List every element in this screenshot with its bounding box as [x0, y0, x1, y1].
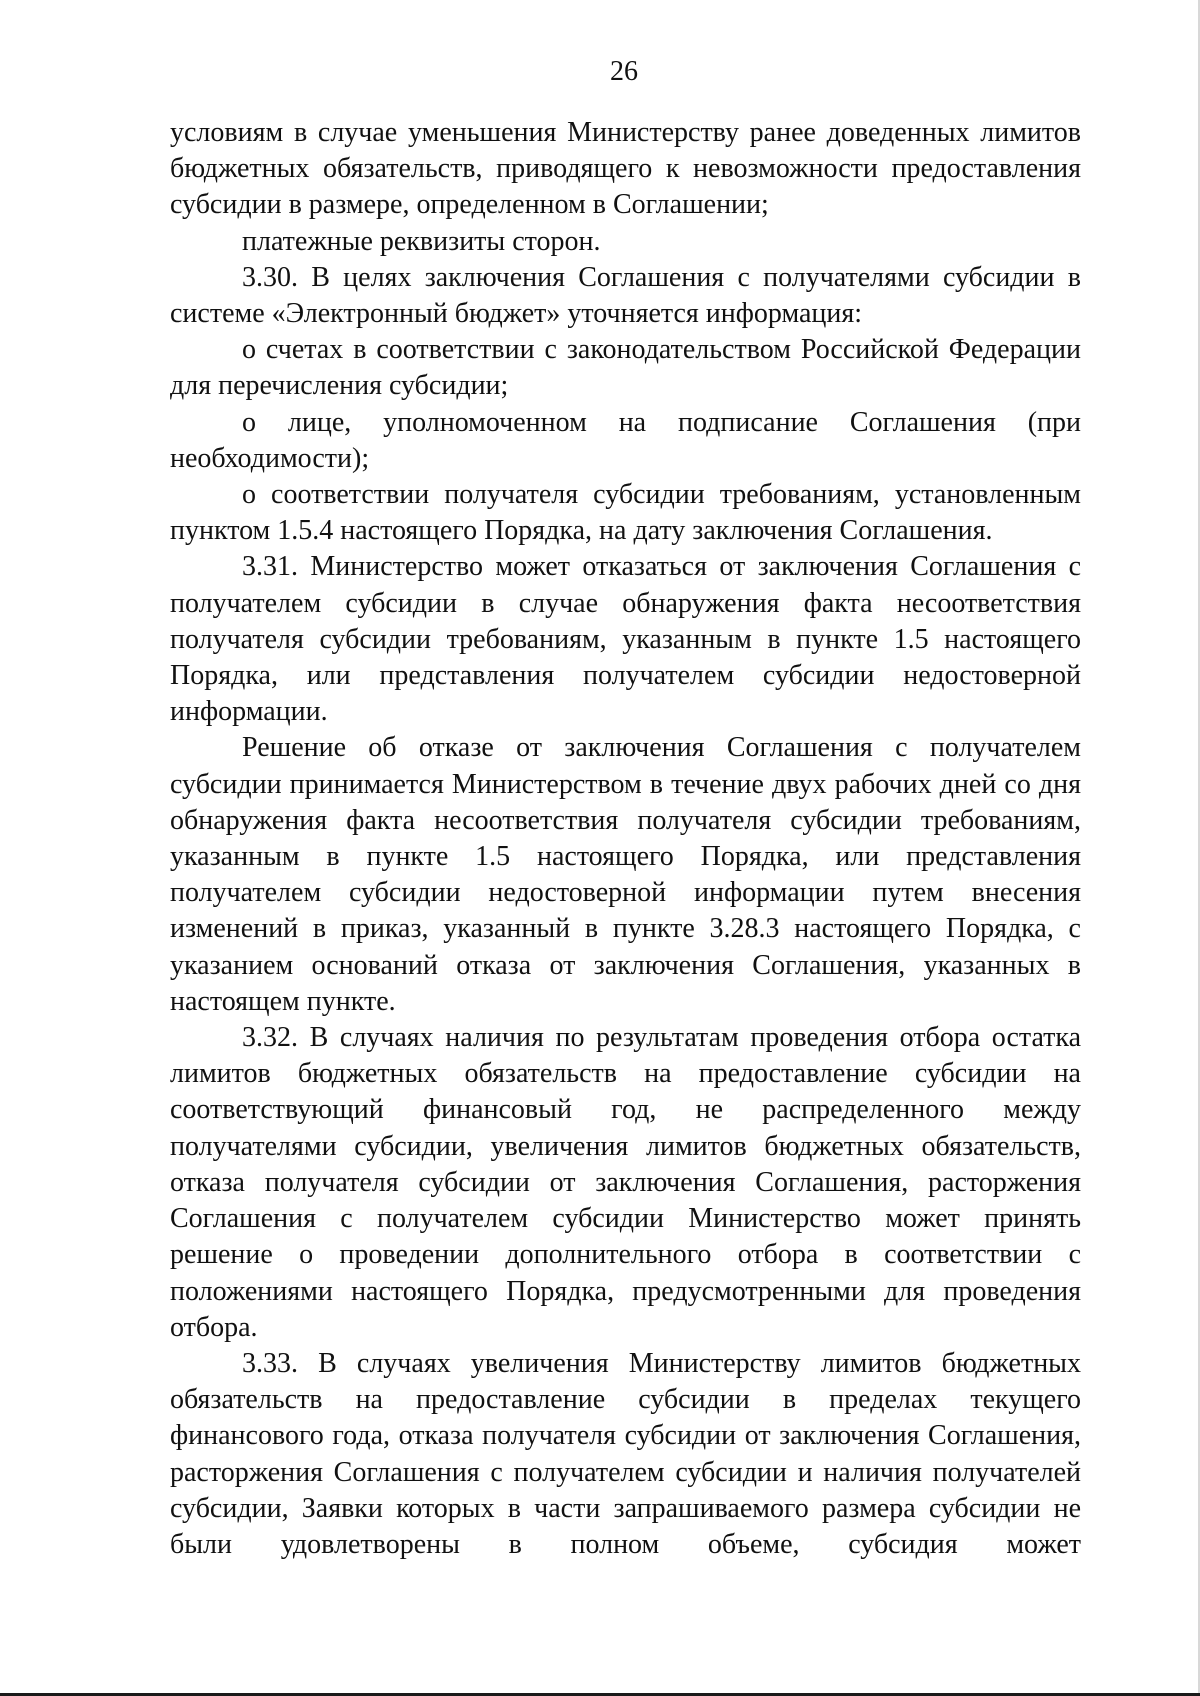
page-number: 26	[610, 56, 638, 87]
paragraph-3-32: 3.32. В случаях наличия по результатам проведения отбора остатка лимитов бюджетных обязательств на предоставление субсидии на соответствующий финансовый год, не распределенного между получателями субсидии, увеличения лимитов бюджетных обязательств, отказа получателя субсидии от заключения Соглашения, расторжения Соглашения с получателем субсидии Министерство может принять решение о проведении дополнительного отбора в соответствии с положениями настоящего Порядка, предусмотренными для проведения отбора.	[170, 1022, 1081, 1343]
paragraph-accounts-info: о счетах в соответствии с законодательством Российской Федерации для перечисления субсидии;	[170, 334, 1081, 402]
paragraph-3-30: 3.30. В целях заключения Соглашения с получателями субсидии в системе «Электронный бюджет» уточняется информация:	[170, 261, 1081, 330]
document-body	[170, 115, 1081, 1563]
paragraph-continuation: условиям в случае уменьшения Министерству ранее доведенных лимитов бюджетных обязательств, приводящего к невозможности предоставления субсидии в размере, определенном в Соглашении;	[170, 117, 1081, 221]
paragraph-3-33: 3.33. В случаях увеличения Министерству лимитов бюджетных обязательств на предоставление субсидии в пределах текущего финансового года, отказа получателя субсидии от заключения Соглашения, расторжения Соглашения с получателем субсидии и наличия получателей субсидии, Заявки которых в части запрашиваемого размера субсидии не были удовлетворены в полном объеме, субсидия может	[170, 1347, 1081, 1560]
paragraph-authorized-person: о лице, уполномоченном на подписание Соглашения (при необходимости);	[170, 406, 1081, 474]
paragraph-refusal-decision: Решение об отказе от заключения Соглашения с получателем субсидии принимается Министерством в течение двух рабочих дней со дня обнаружения факта несоответствия получателя субсидии требованиям, указанным в пункте 1.5 настоящего Порядка, или представления получателем субсидии недостоверной информации путем внесения изменений в приказ, указанный в пункте 3.28.3 настоящего Порядка, с указанием оснований отказа от заключения Соглашения, указанных в настоящем пункте.	[170, 732, 1081, 1017]
paragraph-payment-details: платежные реквизиты сторон.	[242, 225, 601, 257]
paragraph-3-31: 3.31. Министерство может отказаться от заключения Соглашения с получателем субсидии в случае обнаружения факта несоответствия получателя субсидии требованиям, указанным в пункте 1.5 настоящего Порядка, или представления получателем субсидии недостоверной информации.	[170, 551, 1081, 728]
paragraph-compliance-info: о соответствии получателя субсидии требованиям, установленным пунктом 1.5.4 настоящего Порядка, на дату заключения Соглашения.	[170, 479, 1081, 547]
